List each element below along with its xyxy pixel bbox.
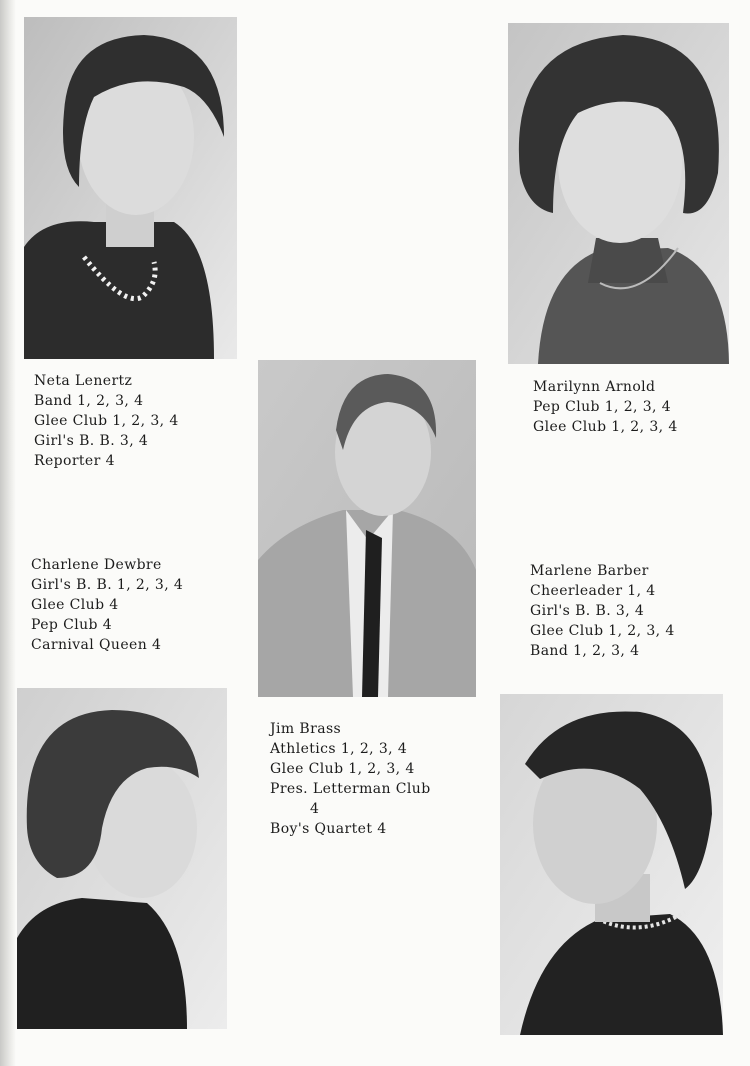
activity-line: Band 1, 2, 3, 4	[530, 643, 640, 659]
student-name: Marlene Barber	[530, 563, 649, 579]
activity-line: Reporter 4	[34, 453, 115, 469]
activity-line-continuation: 4	[310, 801, 320, 817]
activity-line: Boy's Quartet 4	[270, 821, 387, 837]
student-name: Jim Brass	[270, 721, 342, 737]
activity-line: Girl's B. B. 3, 4	[34, 433, 149, 449]
caption-marilynn-arnold	[533, 377, 678, 437]
activity-line: Glee Club 1, 2, 3, 4	[270, 761, 415, 777]
portrait-photo-marilynn-arnold	[508, 23, 729, 364]
activity-line: Girl's B. B. 1, 2, 3, 4	[31, 577, 184, 593]
activity-line: Carnival Queen 4	[31, 637, 162, 653]
activity-line: Glee Club 1, 2, 3, 4	[34, 413, 179, 429]
activity-line: Glee Club 1, 2, 3, 4	[530, 623, 675, 639]
portrait-photo-charlene-dewbre	[17, 688, 227, 1029]
portrait-photo-marlene-barber	[500, 694, 723, 1035]
caption-charlene-dewbre	[31, 555, 183, 655]
student-name: Neta Lenertz	[34, 373, 133, 389]
activity-line: Pres. Letterman Club	[270, 781, 431, 797]
caption-neta-lenertz	[34, 371, 179, 471]
portrait-photo-neta-lenertz	[24, 17, 237, 359]
activity-line: Pep Club 1, 2, 3, 4	[533, 399, 672, 415]
caption-marlene-barber	[530, 561, 675, 661]
caption-jim-brass	[270, 719, 431, 839]
student-name: Charlene Dewbre	[31, 557, 162, 573]
activity-line: Girl's B. B. 3, 4	[530, 603, 645, 619]
activity-line: Athletics 1, 2, 3, 4	[270, 741, 408, 757]
portrait-photo-jim-brass	[258, 360, 476, 697]
activity-line: Glee Club 1, 2, 3, 4	[533, 419, 678, 435]
activity-line: Glee Club 4	[31, 597, 119, 613]
activity-line: Band 1, 2, 3, 4	[34, 393, 144, 409]
page-binding-edge	[0, 0, 16, 1066]
activity-line: Pep Club 4	[31, 617, 113, 633]
activity-line: Cheerleader 1, 4	[530, 583, 656, 599]
student-name: Marilynn Arnold	[533, 379, 656, 395]
